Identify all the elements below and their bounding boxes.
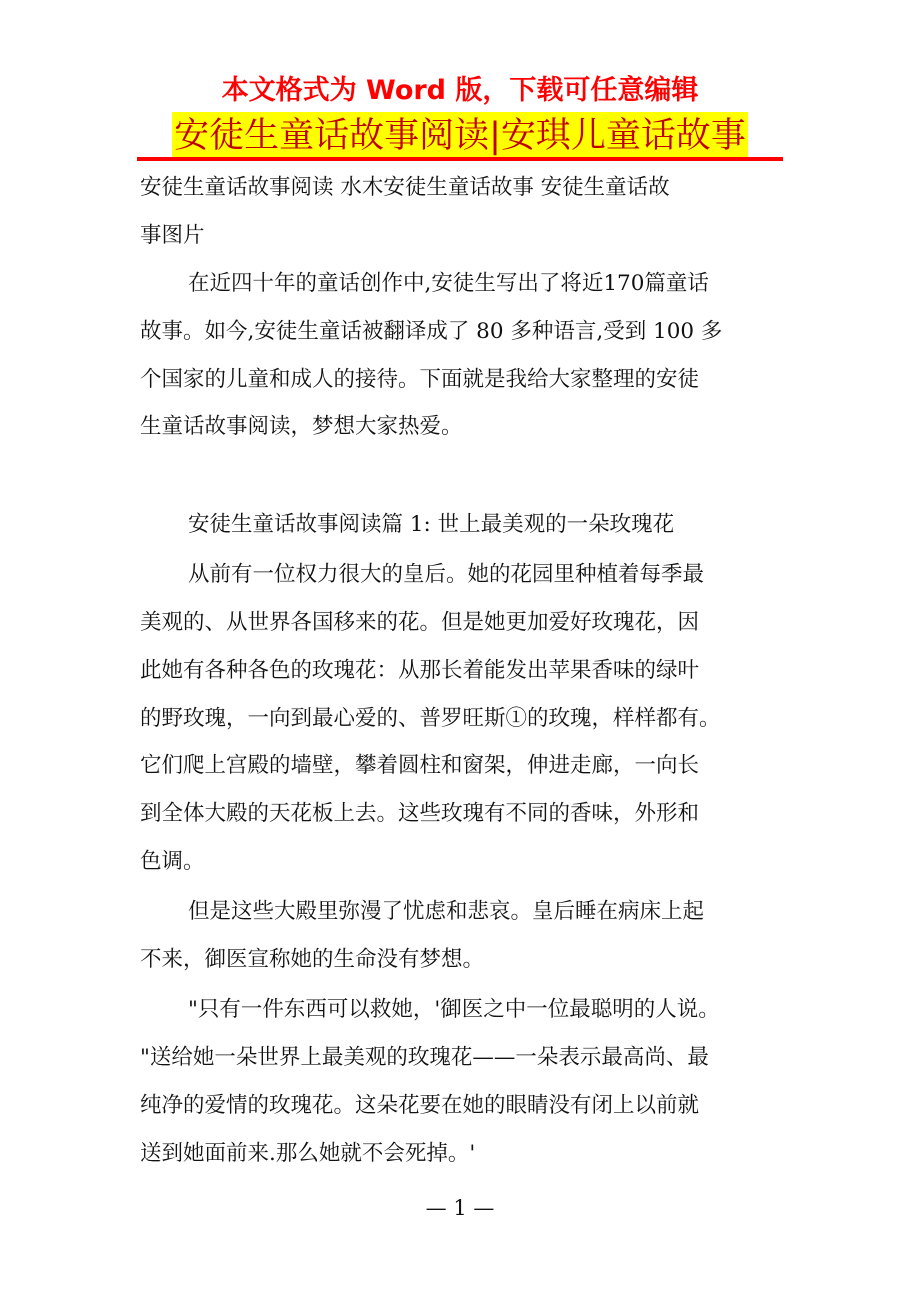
document-title: 安徒生童话故事阅读|安琪儿童话故事 — [172, 112, 748, 160]
text-line: 故事。如今,安徒生童话被翻译成了 80 多种语言,受到 100 多 — [140, 319, 723, 344]
format-notice: 本文格式为 Word 版，下载可任意编辑 — [221, 75, 699, 106]
text-line: "只有一件东西可以救她，'御医之中一位最聪明的人说。 — [188, 997, 720, 1022]
text-line: 在近四十年的童话创作中,安徒生写出了将近170篇童话 — [188, 271, 709, 296]
text-line: 不来，御医宣称她的生命没有梦想。 — [140, 947, 485, 972]
text-line: 美观的、从世界各国移来的花。但是她更加爱好玫瑰花，因 — [140, 610, 700, 635]
text-line: 的野玫瑰，一向到最心爱的、普罗旺斯①的玫瑰，样样都有。 — [140, 706, 721, 731]
text-line: 安徒生童话故事阅读篇 1: 世上最美观的一朵玫瑰花 — [188, 512, 675, 537]
text-line: 从前有一位权力很大的皇后。她的花园里种植着每季最 — [188, 562, 705, 587]
text-line: 到全体大殿的天花板上去。这些玫瑰有不同的香味，外形和 — [140, 801, 700, 826]
text-line: 色调。 — [140, 849, 205, 874]
title-divider — [137, 157, 783, 161]
text-line: 它们爬上宫殿的墙壁，攀着圆柱和窗架，伸进走廊，一向长 — [140, 753, 700, 778]
page-number: — 1 — — [425, 1196, 495, 1220]
text-line: 安徒生童话故事阅读 水木安徒生童话故事 安徒生童话故 — [140, 175, 670, 200]
text-line: 送到她面前来.那么她就不会死掉。' — [140, 1141, 476, 1166]
text-line: "送给她一朵世界上最美观的玫瑰花——一朵表示最高尚、最 — [140, 1045, 709, 1070]
text-line: 但是这些大殿里弥漫了忧虑和悲哀。皇后睡在病床上起 — [188, 899, 705, 924]
text-line: 此她有各种各色的玫瑰花：从那长着能发出苹果香味的绿叶 — [140, 658, 700, 683]
text-line: 生童话故事阅读，梦想大家热爱。 — [140, 414, 463, 439]
text-line: 事图片 — [140, 223, 205, 248]
text-line: 个国家的儿童和成人的接待。下面就是我给大家整理的安徒 — [140, 367, 700, 392]
text-line: 纯净的爱情的玫瑰花。这朵花要在她的眼睛没有闭上以前就 — [140, 1093, 700, 1118]
